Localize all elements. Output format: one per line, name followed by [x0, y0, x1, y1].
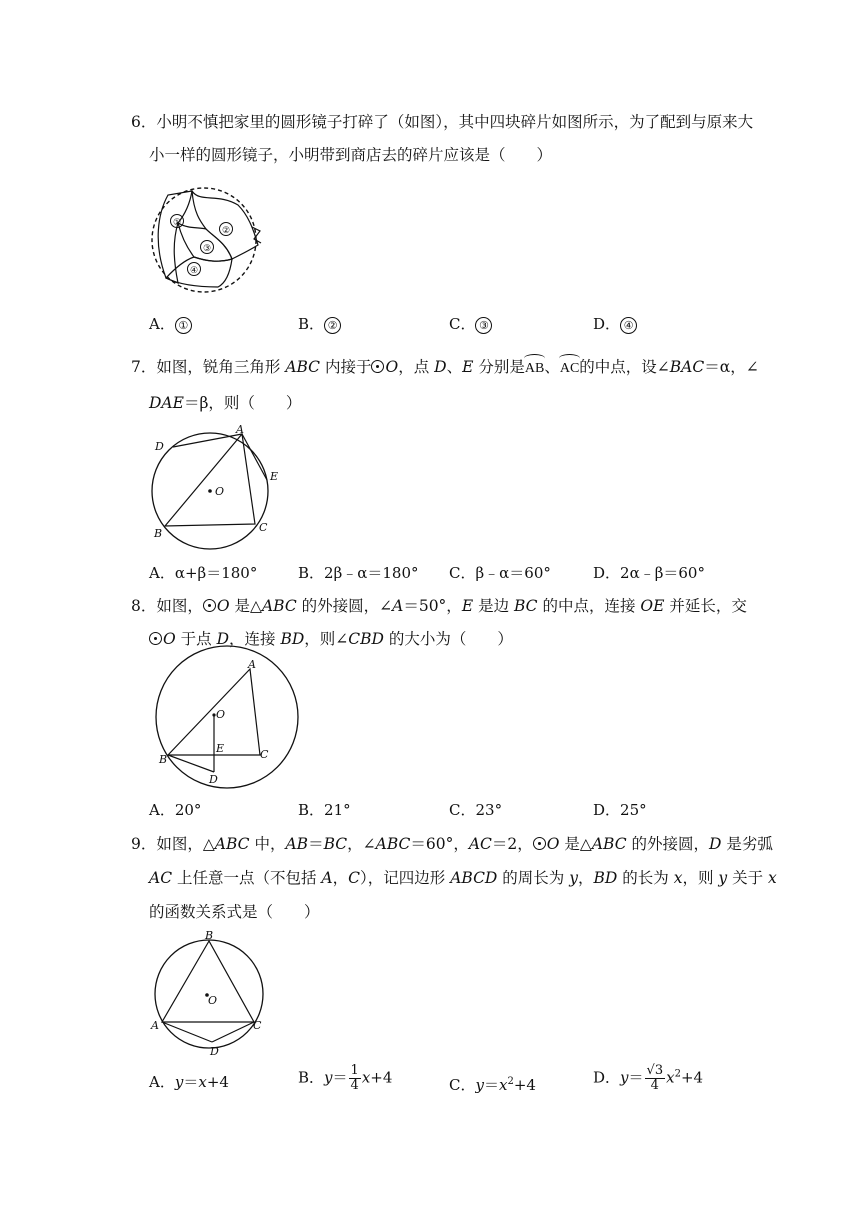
q8-option-a[interactable]: A．20°: [149, 801, 202, 819]
q7-option-d[interactable]: D．2α﹣β＝60°: [593, 564, 705, 582]
q8-label-a: A: [248, 658, 256, 671]
q7-label-o: O: [215, 485, 225, 498]
q7-stem-line1: 7．如图，锐角三角形 ABC 内接于 O，点 D、E 分别是AB、AC的中点，设∠BAC＝α，∠: [131, 357, 759, 379]
circle-dot-symbol: [149, 632, 162, 645]
q8-option-c[interactable]: C．23°: [449, 801, 503, 819]
q9-stem-line1: 9．如图，△ABC 中，AB＝BC，∠ABC＝60°，AC＝2， O 是△ABC 的外接圆，D 是劣弧: [131, 835, 773, 853]
q9-label-a: A: [151, 1019, 159, 1032]
q6-fig-label-4: ④: [190, 266, 199, 276]
q9-stem-line3: 的函数关系式是（ ）: [149, 903, 320, 921]
arc-ac: AC: [560, 359, 579, 379]
q6-option-c[interactable]: C． ③: [449, 314, 492, 334]
q7-number: 7．: [131, 358, 157, 376]
q7-stem-line2: DAE＝β，则（ ）: [149, 394, 302, 412]
q9-number: 9．: [131, 835, 157, 853]
q8-stem-line1: 8．如图， O 是△ABC 的外接圆，∠A＝50°，E 是边 BC 的中点，连接 OE 并延长，交: [131, 597, 747, 615]
q6-stem-line1: 6．小明不慎把家里的圆形镜子打碎了（如图），其中四块碎片如图所示，为了配到与原来大: [131, 113, 754, 131]
arc-ab: AB: [525, 359, 544, 379]
q6-stem-line2: 小一样的圆形镜子，小明带到商店去的碎片应该是（ ）: [149, 146, 553, 164]
q9-label-b: B: [205, 929, 214, 942]
q7-circle-figure: [145, 425, 285, 545]
q6-fig-label-3: ③: [203, 244, 212, 254]
q6-mirror-figure: [148, 183, 268, 298]
q8-option-d[interactable]: D．25°: [593, 801, 647, 819]
q7-option-b[interactable]: B．2β﹣α＝180°: [298, 564, 419, 582]
q9-circle-figure: [148, 930, 273, 1060]
q7-label-d: D: [155, 440, 164, 453]
q6-option-d[interactable]: D． ④: [593, 314, 637, 334]
q8-number: 8．: [131, 597, 157, 615]
q7-label-e: E: [270, 470, 279, 483]
q8-stem-line2: O 于点 D，连接 BD，则∠CBD 的大小为（ ）: [149, 629, 513, 649]
q7-label-a: A: [236, 423, 244, 436]
q8-circle-figure: [150, 657, 300, 787]
q9-stem-line2: AC 上任意一点（不包括 A，C），记四边形 ABCD 的周长为 y，BD 的长为 x，则 y 关于 x: [149, 869, 777, 887]
q8-label-b: B: [159, 753, 168, 766]
circle-dot-symbol: [203, 599, 216, 612]
q9-label-c: C: [253, 1019, 262, 1032]
q6-number: 6．: [131, 113, 157, 131]
q8-label-c: C: [260, 748, 269, 761]
q8-label-d: D: [209, 773, 218, 786]
q8-label-e: E: [216, 742, 225, 755]
circle-dot-symbol: [371, 360, 384, 373]
q8-option-b[interactable]: B．21°: [298, 801, 351, 819]
q9-option-c[interactable]: C．$y=x^2+4$: [449, 1076, 536, 1094]
fraction: $\frac{1}{4}$: [350, 1063, 359, 1093]
fraction: $\frac{√3}{4}$: [646, 1063, 664, 1093]
q6-fig-label-2: ②: [222, 226, 231, 236]
q9-option-b[interactable]: B．y＝ $\frac{1}{4}$ x+4: [298, 1063, 393, 1093]
q8-label-o: O: [216, 708, 226, 721]
q9-label-d: D: [210, 1045, 219, 1058]
q6-option-a[interactable]: A． ①: [149, 314, 192, 334]
circle-dot-symbol: [533, 837, 546, 850]
q6-option-b[interactable]: B． ②: [298, 314, 341, 334]
q7-option-c[interactable]: C．β﹣α＝60°: [449, 564, 551, 582]
q6-fig-label-1: ①: [173, 218, 182, 228]
q9-option-d[interactable]: D．y＝ $\frac{√3}{4}$ $x^2+4$: [593, 1063, 704, 1093]
q9-option-a[interactable]: A．y＝x+4: [149, 1073, 229, 1091]
q9-label-o: O: [208, 994, 218, 1007]
q7-label-c: C: [259, 521, 268, 534]
q7-option-a[interactable]: A．α+β＝180°: [149, 564, 258, 582]
q7-label-b: B: [154, 527, 163, 540]
